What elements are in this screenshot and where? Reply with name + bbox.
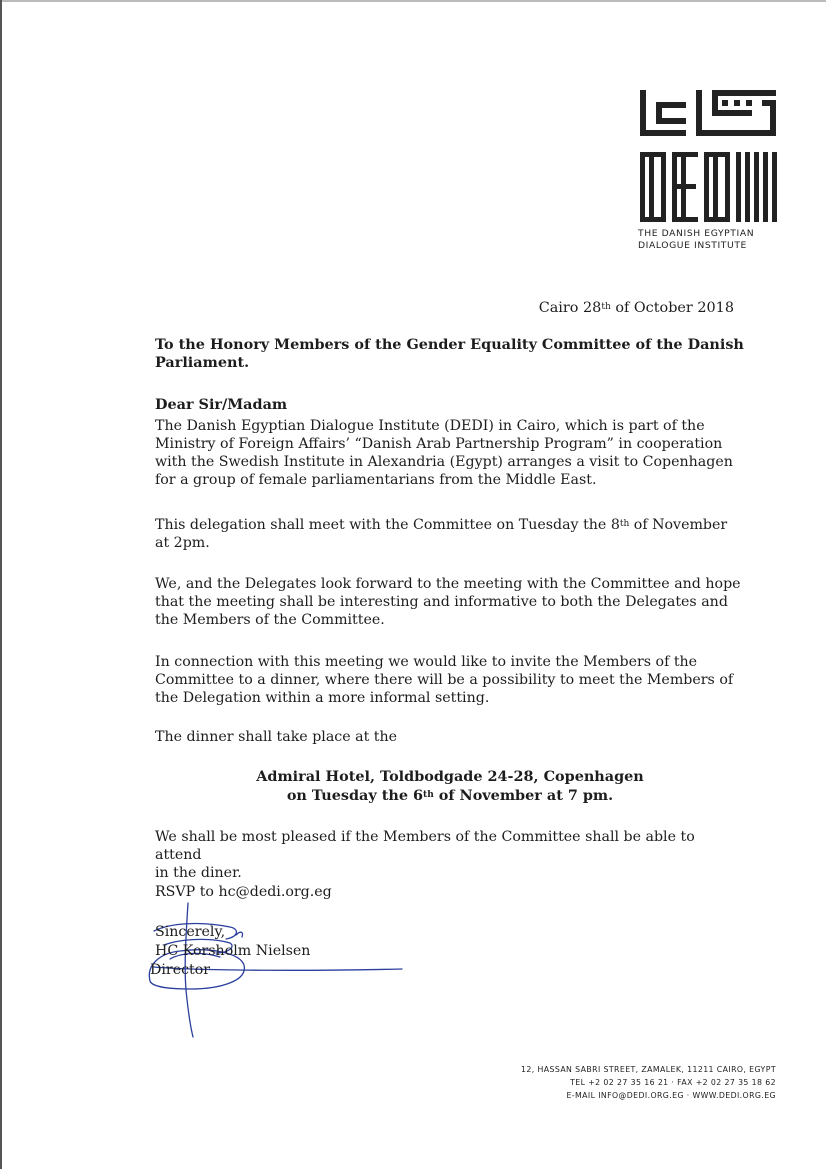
venue-ordinal: th bbox=[423, 790, 434, 801]
meeting-post: of November bbox=[629, 517, 728, 533]
text-line bbox=[155, 516, 745, 534]
date-ordinal: th bbox=[601, 302, 611, 313]
org-name-line2: DIALOGUE INSTITUTE bbox=[638, 240, 747, 251]
text-line: for a group of female parliamentarians from the Middle East. bbox=[155, 472, 597, 488]
date-suffix: of October 2018 bbox=[610, 300, 734, 316]
paragraph-meeting bbox=[155, 516, 745, 552]
footer-phones: TEL +2 02 27 35 16 21 · FAX +2 02 27 35 18 62 bbox=[570, 1078, 776, 1087]
venue-date-post: of November at 7 pm. bbox=[433, 787, 614, 804]
scan-left-edge bbox=[0, 0, 2, 1169]
meeting-ordinal: th bbox=[619, 519, 630, 530]
letter-date bbox=[500, 300, 734, 316]
letterhead-footer bbox=[420, 1063, 776, 1102]
recipient-block bbox=[155, 336, 745, 372]
text-line: the Members of the Committee. bbox=[155, 612, 385, 628]
text-line: Committee to a dinner, where there will be a possibility to meet the Members of bbox=[155, 672, 734, 688]
recipient-line: Parliament. bbox=[155, 354, 250, 371]
venue-line: Admiral Hotel, Toldbodgade 24-28, Copenhagen bbox=[256, 768, 644, 785]
dedi-logo bbox=[638, 86, 778, 252]
paragraph-invite bbox=[155, 653, 745, 707]
salutation: Dear Sir/Madam bbox=[155, 396, 288, 413]
rsvp-email: hc@dedi.org.eg bbox=[218, 884, 332, 900]
recipient-line: To the Honory Members of the Gender Equality Committee of the Danish bbox=[155, 336, 744, 353]
venue-block bbox=[155, 767, 745, 805]
text-line: in the diner. bbox=[155, 865, 242, 881]
paragraph-closing bbox=[155, 828, 745, 882]
paragraph-hope bbox=[155, 575, 745, 629]
footer-web: E-MAIL INFO@DEDI.ORG.EG · WWW.DEDI.ORG.EG bbox=[566, 1091, 776, 1100]
text-line: at 2pm. bbox=[155, 535, 210, 551]
signatory-title: Director bbox=[150, 962, 211, 978]
signatory-name: HC Korsholm Nielsen bbox=[155, 943, 311, 959]
date-prefix: Cairo 28 bbox=[538, 300, 602, 316]
text-line: that the meeting shall be interesting and informative to both the Delegates and bbox=[155, 594, 728, 610]
text-line: In connection with this meeting we would like to invite the Members of the bbox=[155, 654, 698, 670]
rsvp-label: RSVP to bbox=[155, 884, 219, 900]
paragraph-intro bbox=[155, 417, 745, 489]
venue-line bbox=[155, 786, 745, 805]
text-line: with the Swedish Institute in Alexandria (Egypt) arranges a visit to Copenhagen bbox=[155, 454, 733, 470]
text-line: We shall be most pleased if the Members of the Committee shall be able to attend bbox=[155, 829, 695, 863]
org-name-line1: THE DANISH EGYPTIAN bbox=[638, 228, 755, 239]
paragraph-dinner-intro: The dinner shall take place at the bbox=[155, 729, 398, 745]
venue-date-pre: on Tuesday the 6 bbox=[286, 787, 424, 804]
scan-top-edge bbox=[0, 0, 826, 2]
text-line: We, and the Delegates look forward to the meeting with the Committee and hope bbox=[155, 576, 741, 592]
dedi-logo-mark bbox=[638, 86, 778, 222]
text-line: Ministry of Foreign Affairs’ “Danish Arab Partnership Program” in cooperation bbox=[155, 436, 723, 452]
text-line: the Delegation within a more informal setting. bbox=[155, 690, 490, 706]
footer-address: 12, HASSAN SABRI STREET, ZAMALEK, 11211 CAIRO, EGYPT bbox=[521, 1065, 776, 1074]
text-line: The Danish Egyptian Dialogue Institute (DEDI) in Cairo, which is part of the bbox=[155, 418, 705, 434]
meeting-pre: This delegation shall meet with the Committee on Tuesday the 8 bbox=[155, 517, 620, 533]
signature-closing: Sincerely, bbox=[155, 924, 226, 940]
